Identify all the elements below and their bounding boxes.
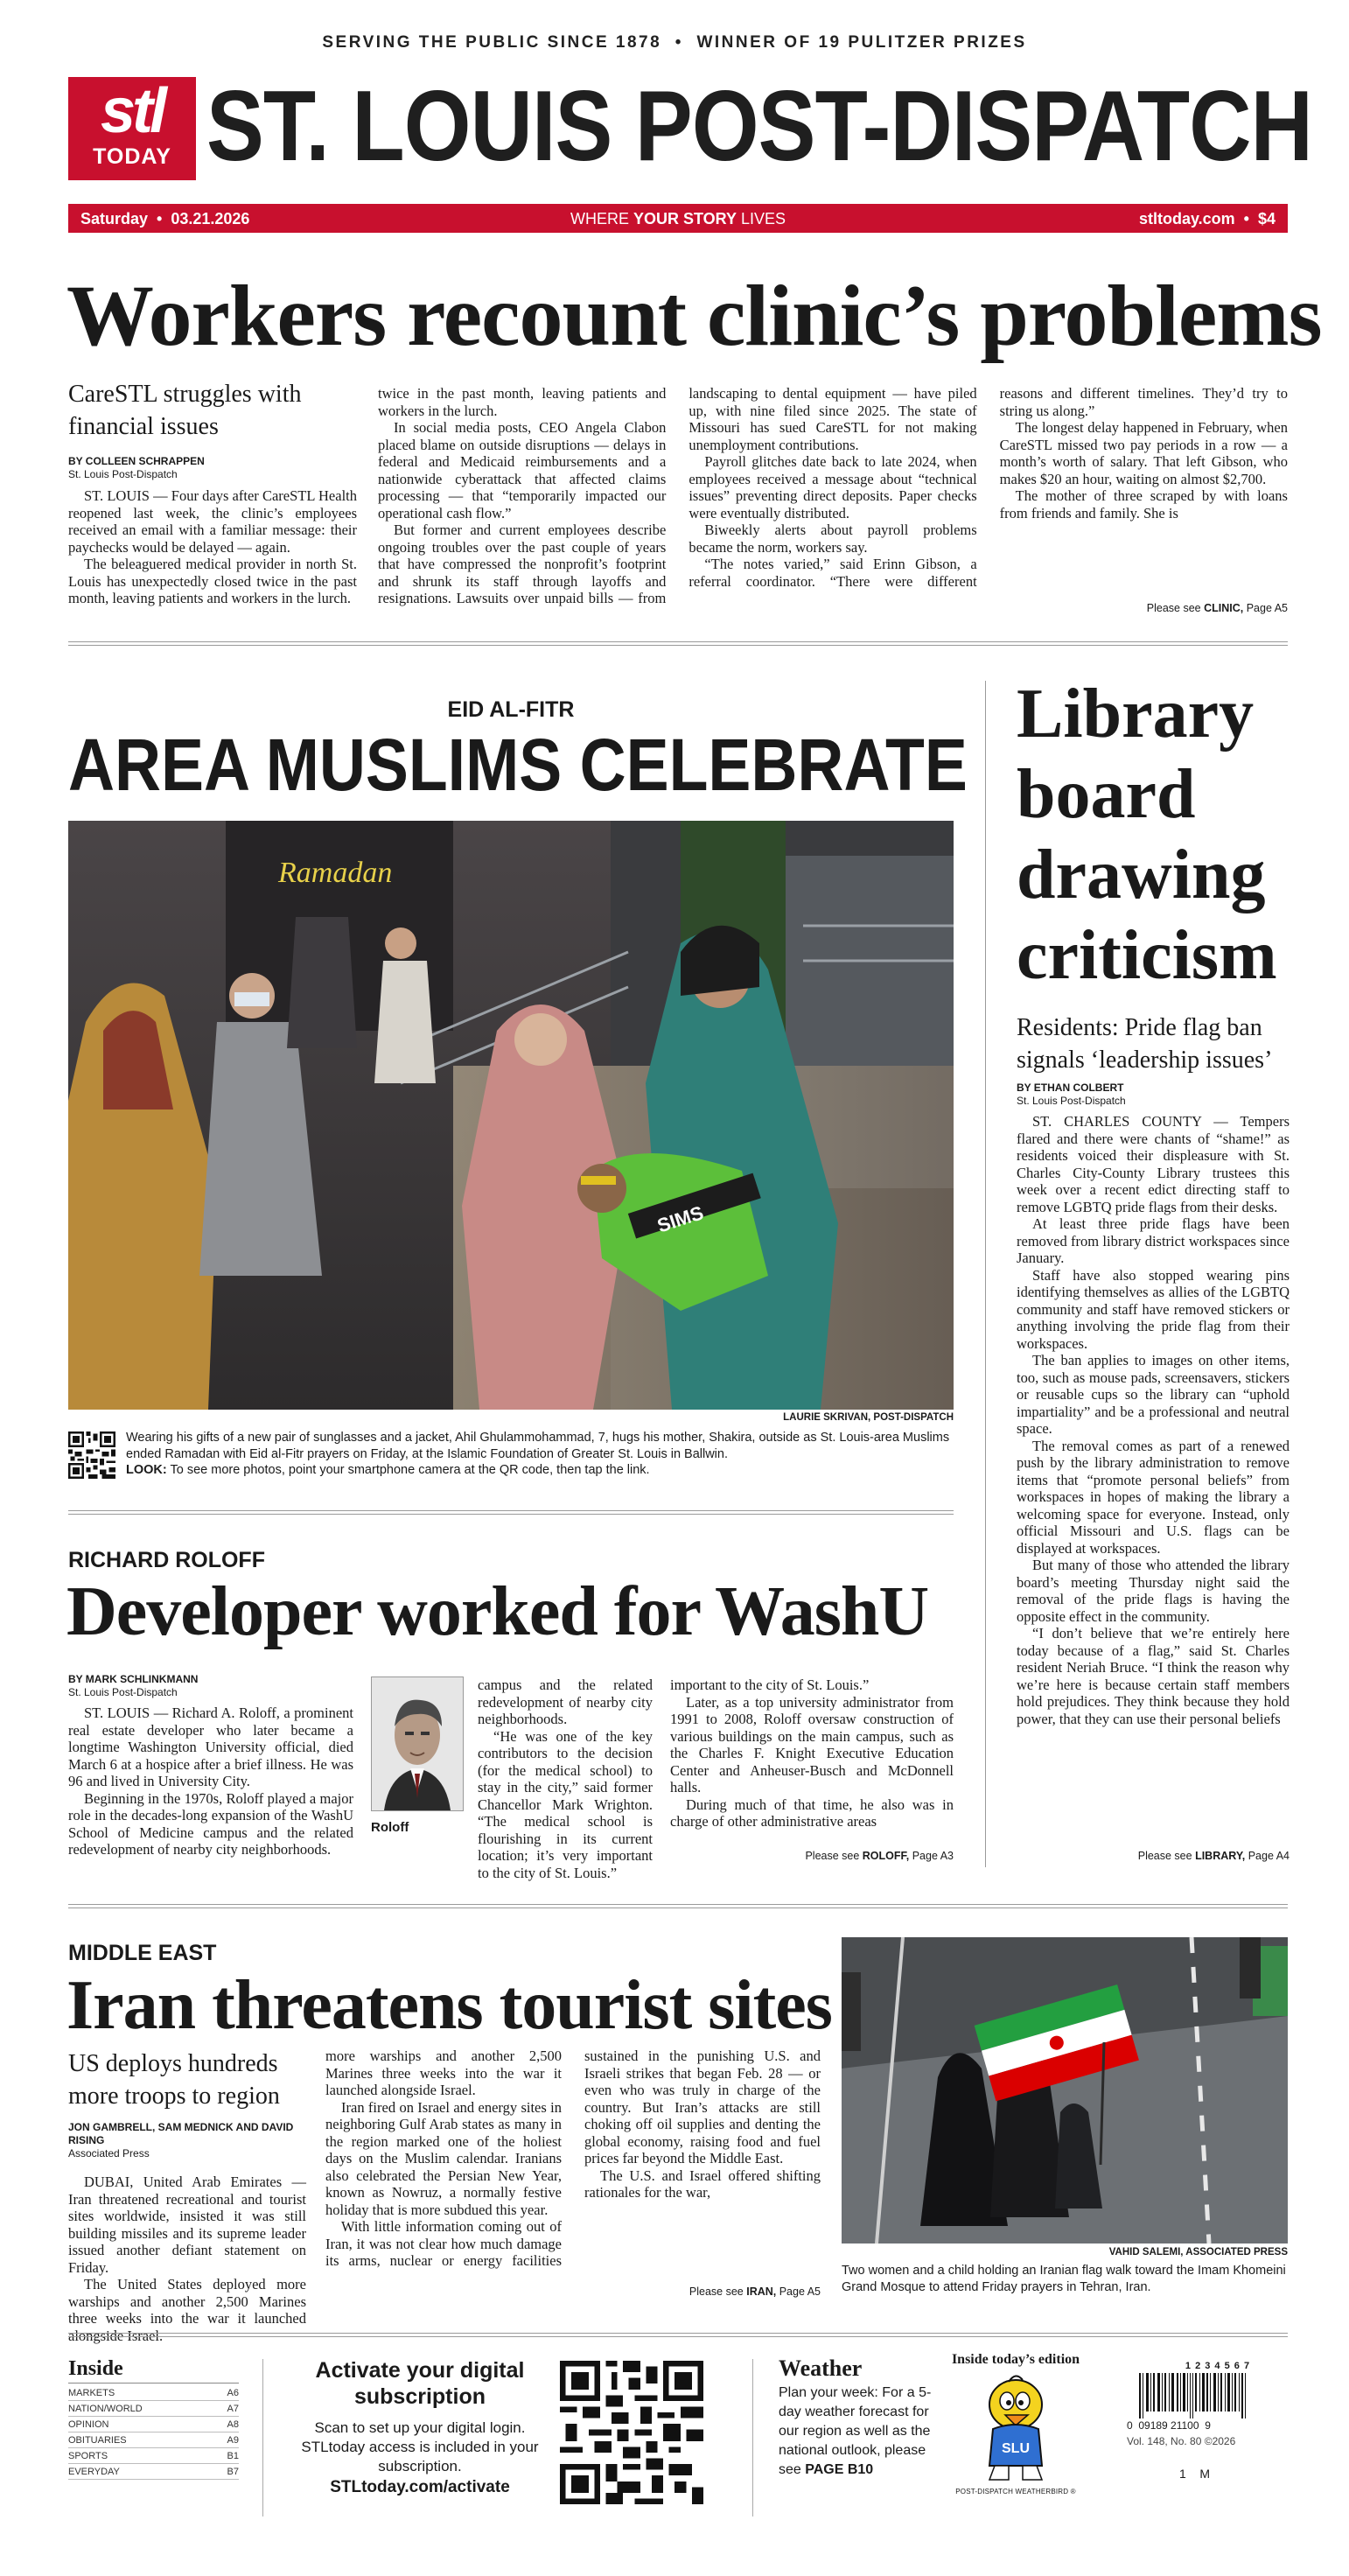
- lead-para: The beleaguered medical provider in north St. Louis has unexpectedly closed twice in the past month, leaving patients and workers in the lurch.: [68, 556, 357, 606]
- iran-para: Iran fired on Israel and energy sites in neighboring Gulf Arab states as many in the region marked one of the holiest days on the Muslim calendar. Iranians also celebrated the Persian New Year, known as Nowruz, a normally festive holiday that is more subdued this year.: [325, 2098, 562, 2218]
- lead-body-col1: [68, 487, 357, 617]
- lead-deck: CareSTL struggles with financial issues: [68, 381, 302, 440]
- lead-para: The longest delay happened in February, when CareSTL missed two pay periods in a row — a month’s worth of salary. That left Gibson, who makes $20 an hour, waiting on almost $2,700.: [999, 419, 1288, 487]
- edition-code: 1 M: [1179, 2467, 1211, 2481]
- edition-title: Inside today’s edition: [951, 2352, 1080, 2367]
- lead-deck-block: [68, 378, 346, 481]
- library-headline[interactable]: Library board drawing criticism: [1017, 676, 1277, 994]
- roloff-para: important to the city of St. Louis.”: [670, 1676, 870, 1693]
- lead-para: Biweekly alerts about payroll problems became the norm, workers say.: [688, 522, 977, 556]
- activate-title: Activate your digital subscription: [315, 2358, 525, 2409]
- iran-byline: JON GAMBRELL, SAM MEDNICK AND DAVID RISING: [68, 2121, 294, 2146]
- iran-para: DUBAI, United Arab Emirates — Iran threatened recreational and tourist sites worldwide, insisted it was still building missiles and its supreme leader issued another defiant statement on Friday.: [68, 2174, 306, 2276]
- masthead-tagline: SERVING THE PUBLIC SINCE 1878 • WINNER OF 19 PULITZER PRIZES: [322, 33, 1027, 52]
- index-row[interactable]: OPINION A8: [68, 2417, 239, 2432]
- iran-body-main: [325, 2048, 821, 2277]
- ramadan-sign: Ramadan: [278, 857, 393, 889]
- iran-photo-credit: VAHID SALEMI, ASSOCIATED PRESS: [1108, 2247, 1288, 2258]
- library-para: ST. CHARLES COUNTY — Tempers flared and there were chants of “shame!” as residents voiced their displeasure with St. Charles City-County Library trustees this week over a recent edict directing staff to remove LGBTQ pride flags from their desks.: [1017, 1113, 1290, 1215]
- roloff-mug-caption: Roloff: [371, 1820, 409, 1835]
- roloff-para: “He was one of the key contributors to the decision (for the medical school) to stay in the city,” said former Chancellor Mark Wrighton. “The medical school is flourishing in its current location; it’s very important to the city of St. Louis.”: [478, 1727, 653, 1881]
- lead-jump[interactable]: Please see CLINIC, Page A5: [1146, 602, 1288, 614]
- barcode-icon: [1127, 2371, 1288, 2420]
- weatherbird-icon: [963, 2370, 1068, 2483]
- eid-qr-code[interactable]: [68, 1432, 115, 1479]
- eid-caption-text: Wearing his gifts of a new pair of sunglasses and a jacket, Ahil Ghulammohammad, 7, hugs his mother, Shakira, outside as St. Louis-area Muslims ended Ramadan with Eid al-Fitr prayers on Friday, at the Islamic Foundation of Greater St. Louis in Ballwin.: [126, 1431, 950, 1461]
- library-para: “I don’t believe that we’re entirely here today because of a flag,” said St. Charles resident Neriah Bruce. “I think the reason why we’re here is because certain staff members hold prejudices. They think because they hold power, that they can use their personal beliefs: [1017, 1625, 1290, 1727]
- roloff-jump[interactable]: Please see ROLOFF, Page A3: [805, 1850, 954, 1862]
- roloff-para: ST. LOUIS — Richard A. Roloff, a prominent real estate developer who later became a longtime Washington University official, died March 6 at a hospice after a brief illness. He was 96 and lived in University City.: [68, 1704, 353, 1789]
- edition-block: [941, 2352, 1090, 2496]
- index-row[interactable]: EVERYDAY B7: [68, 2464, 239, 2480]
- activate-text: Scan to set up your digital login. STLtoday access is included in your subscription.: [301, 2419, 539, 2474]
- iran-jump[interactable]: Please see IRAN, Page A5: [688, 2286, 821, 2298]
- logo-stl-text: stl: [100, 76, 164, 146]
- iran-body-col1: [68, 2174, 306, 2344]
- lead-outlet: St. Louis Post-Dispatch: [68, 468, 178, 480]
- barcode-number: 0 09189 21100 9: [1127, 2419, 1211, 2432]
- slogan-bold: YOUR STORY: [633, 210, 737, 228]
- eid-photo-scene: [68, 821, 954, 1410]
- roloff-para: Later, as a top university administrator from 1991 to 2008, Roloff oversaw construction of various buildings on the main campus, such as the Charles F. Knight Executive Education Center and Anheuser-Busch and McDonnell halls.: [670, 1693, 954, 1796]
- lead-byline: BY COLLEEN SCHRAPPEN: [68, 455, 205, 467]
- library-outlet: St. Louis Post-Dispatch: [1017, 1095, 1126, 1107]
- roloff-para: Beginning in the 1970s, Roloff played a major role in the decades-long expansion of the WashU School of Medicine campus and the related redevelopment of nearby city neighborhoods.: [68, 1789, 353, 1858]
- slogan-pre: WHERE: [570, 210, 633, 228]
- iran-headline[interactable]: Iran threatens tourist sites: [66, 1967, 832, 2044]
- barcode-block: [1127, 2361, 1288, 2481]
- lead-para: But former and current employees describe ongoing troubles over the past couple of years that have compressed the nonprofit’s footprint and shrunk its staff through layoffs and resignations. Lawsuits over unpaid bills — from landscaping to dental equipment — have piled up, with nine filed since 2025. The state of Missouri has sued CareSTL for not making unemployment contributions.: [378, 385, 977, 606]
- index-row[interactable]: NATION/WORLD A7: [68, 2401, 239, 2417]
- roloff-headline[interactable]: Developer worked for WashU: [66, 1573, 929, 1650]
- lead-para: twice in the past month, leaving patients and workers in the lurch.: [378, 385, 667, 419]
- library-para: Staff have also stopped wearing pins identifying themselves as allies of the LGBTQ community and staff have removed stickers or anything involving the pride flag from their workspaces.: [1017, 1266, 1290, 1352]
- roloff-byline: BY MARK SCHLINKMANN: [68, 1673, 199, 1685]
- roloff-body-col1: [68, 1704, 353, 1858]
- iran-para: more warships and another 2,500 Marines three weeks into the war it launched alongside Israel.: [325, 2048, 562, 2098]
- section-divider: [68, 1904, 1288, 1908]
- iran-kicker: MIDDLE EAST: [68, 1941, 217, 1965]
- issue-date: Saturday • 03.21.2026: [80, 210, 250, 228]
- footer-rule: [262, 2359, 263, 2516]
- index-row[interactable]: OBITUARIES A9: [68, 2432, 239, 2448]
- activate-url[interactable]: STLtoday.com/activate: [330, 2478, 510, 2496]
- eid-headline[interactable]: AREA MUSLIMS CELEBRATE: [68, 724, 968, 806]
- library-byline-block: [1017, 1082, 1290, 1108]
- lead-body-main: [378, 385, 1288, 614]
- iran-photo[interactable]: [842, 1937, 1288, 2244]
- eid-photo[interactable]: [68, 821, 954, 1410]
- library-para: But many of those who attended the library board’s meeting Thursday night said the removal of the pride flags is having the opposite effect in the community.: [1017, 1557, 1290, 1625]
- look-label: LOOK:: [126, 1463, 167, 1477]
- library-deck: Residents: Pride flag ban signals ‘leadership issues’: [1017, 1014, 1273, 1074]
- inside-index: [68, 2357, 239, 2480]
- lead-para: In social media posts, CEO Angela Clabon placed blame on outside disruptions — delays in federal and Medicaid reimbursements and a nationwide cyberattack that affected claims processing — that “temporarily impacted our operational cash flow.”: [378, 419, 667, 522]
- column-rule: [985, 681, 986, 1867]
- slogan-post: LIVES: [737, 210, 786, 228]
- jacket-lettering: SIMS: [654, 1201, 707, 1237]
- section-divider: [68, 1510, 954, 1515]
- section-divider: [68, 2333, 1288, 2337]
- library-jump[interactable]: Please see LIBRARY, Page A4: [1137, 1850, 1290, 1862]
- logo-today-text: TODAY: [93, 144, 171, 169]
- iran-para: The United States deployed more warships and another 2,500 Marines three weeks into the war it launched alongside Israel.: [68, 2276, 306, 2344]
- library-para: The removal comes as part of a renewed push by the library administration to remove items that “promote personal beliefs” from workspaces in hopes of making the library a welcoming space for everyone. Instead, only official Missouri and U.S. flags can be displayed at workspaces.: [1017, 1437, 1290, 1557]
- volume-line: Vol. 148, No. 80 ©2026: [1127, 2435, 1236, 2447]
- roloff-portrait: [372, 1677, 463, 1810]
- lead-para: “The notes varied,” said Erinn Gibson, a referral coordinator. “There were different reasons and different timelines. They’d try to string us along.”: [688, 385, 1288, 590]
- site-and-price[interactable]: stltoday.com • $4: [1138, 210, 1276, 228]
- library-para: At least three pride flags have been removed from library district workspaces since January.: [1017, 1215, 1290, 1266]
- section-divider: [68, 641, 1288, 646]
- iran-caption: Two women and a child holding an Iranian flag walk toward the Imam Khomeini Grand Mosque to attend Friday prayers in Tehran, Iran.: [842, 2264, 1286, 2294]
- activate-block[interactable]: [289, 2357, 551, 2497]
- iran-deck-block: [68, 2048, 306, 2160]
- iran-photo-scene: [842, 1937, 1288, 2244]
- lead-para: Payroll glitches date back to late 2024, when employees received a message about “technical issues” preventing direct deposits. Paper checks were eventually distributed.: [688, 453, 977, 522]
- library-body: [1017, 1113, 1290, 1834]
- weather-block[interactable]: [779, 2356, 932, 2480]
- inside-title: Inside: [68, 2357, 239, 2384]
- roloff-kicker: RICHARD ROLOFF: [68, 1548, 265, 1572]
- look-text: To see more photos, point your smartphone camera at the QR code, then tap the link.: [166, 1463, 650, 1477]
- library-para: The ban applies to images on other items, too, such as mouse pads, screensavers, stickers or reusable cups so the library can “uphold impartiality” and be a professional and neutral space.: [1017, 1352, 1290, 1437]
- roloff-byline-block: [68, 1673, 357, 1699]
- iran-deck: US deploys hundreds more troops to region: [68, 2050, 280, 2110]
- roloff-mugshot[interactable]: [371, 1676, 464, 1811]
- roloff-body-col3: [670, 1676, 954, 1836]
- eid-caption: [126, 1430, 954, 1479]
- index-row[interactable]: SPORTS B1: [68, 2448, 239, 2464]
- roloff-para: During much of that time, he also was in charge of other administrative areas: [670, 1796, 954, 1830]
- weather-text: Plan your week: For a 5-day weather forecast for our region as well as the national outlook, please see PAGE B10: [779, 2385, 934, 2477]
- slogan: [68, 210, 1288, 228]
- library-byline: BY ETHAN COLBERT: [1017, 1082, 1124, 1094]
- eid-photo-credit: LAURIE SKRIVAN, POST-DISPATCH: [783, 1412, 954, 1423]
- footer-rule: [752, 2359, 753, 2516]
- eid-kicker: EID AL-FITR: [447, 697, 575, 722]
- lead-para: The mother of three scraped by with loans from friends and family. She is: [999, 487, 1288, 522]
- paper-name[interactable]: ST. LOUIS POST-DISPATCH: [206, 71, 1312, 182]
- index-row[interactable]: MARKETS A6: [68, 2385, 239, 2401]
- weatherbird-label: POST-DISPATCH WEATHERBIRD ®: [955, 2488, 1076, 2496]
- iran-para: With little information coming out of Iran, it was not clear how much damage its arms, nuclear or energy facilities sustained in the punishing U.S. and Israeli strikes that began Feb. 28 — or even who was truly in charge of the country. But Iran’s attacks are still choking off oil supplies and denting the global economy, raising food and fuel prices far beyond the Middle East.: [325, 2048, 821, 2269]
- roloff-body-col2: [478, 1676, 653, 1881]
- iran-outlet: Associated Press: [68, 2147, 150, 2160]
- weather-title: Weather: [779, 2356, 863, 2381]
- stl-today-logo[interactable]: [68, 77, 196, 180]
- bird-shirt-text: SLU: [1002, 2441, 1030, 2456]
- date-bar: [68, 204, 1288, 233]
- roloff-outlet: St. Louis Post-Dispatch: [68, 1686, 178, 1698]
- roloff-para: campus and the related redevelopment of nearby city neighborhoods.: [478, 1676, 653, 1727]
- activate-qr-code[interactable]: [560, 2361, 703, 2504]
- edition-digits: 1 2 3 4 5 6 7: [1185, 2361, 1251, 2371]
- iran-para: The U.S. and Israel offered shifting rationales for the war,: [584, 2166, 821, 2201]
- lead-para: ST. LOUIS — Four days after CareSTL Health reopened last week, the clinic’s employees received an email with a familiar message: their paychecks would be delayed — again.: [68, 487, 357, 556]
- lead-headline[interactable]: Workers recount clinic’s problems: [66, 267, 1322, 364]
